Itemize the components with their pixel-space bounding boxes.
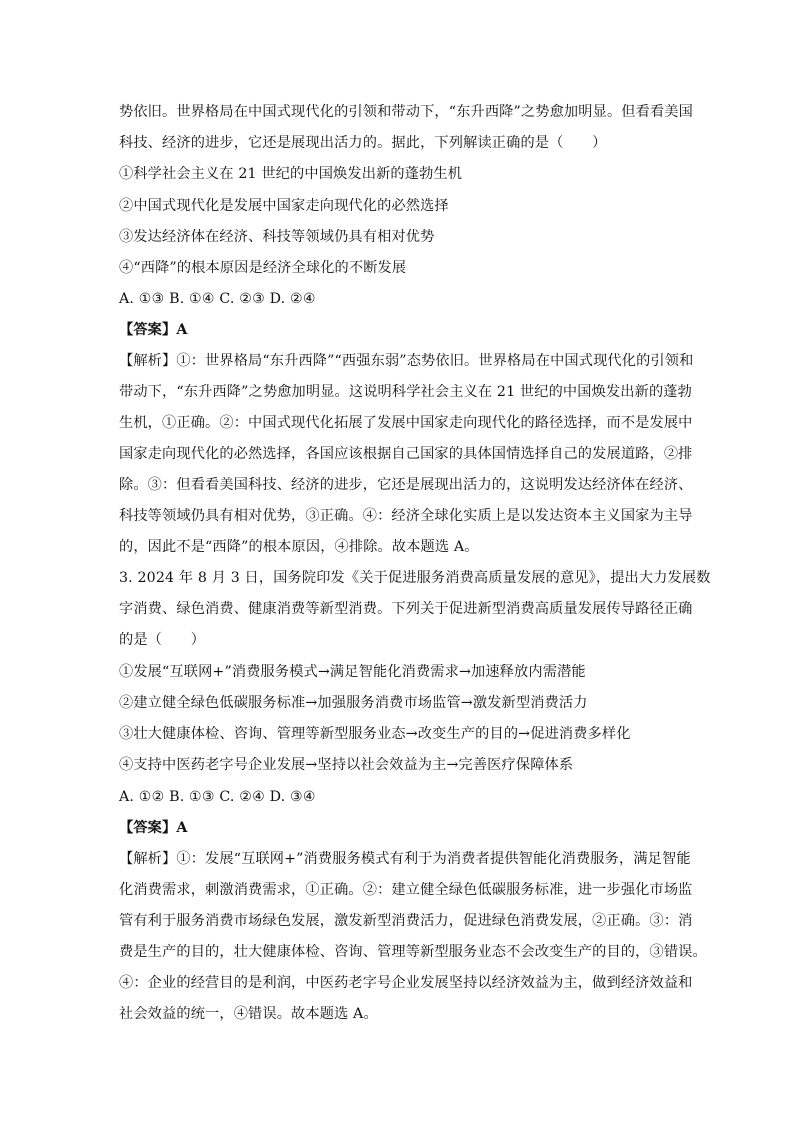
q2-analysis-line-3: 生机，①正确。②：中国式现代化拓展了发展中国家走向现代化的路径选择，而不是发展中 bbox=[119, 415, 693, 431]
q3-option-3: ③壮大健康体检、咨询、管理等新型服务业态→改变生产的目的→促进消费多样化 bbox=[119, 726, 631, 742]
q2-analysis-line-1: 【解析】①：世界格局“东升西降”“西强东弱”态势依旧。世界格局在中国式现代化的引领和 bbox=[119, 353, 694, 369]
q3-analysis-line-2: 化消费需求，刺激消费需求，①正确。②：建立健全绿色低碳服务标准，进一步强化市场监 bbox=[119, 882, 693, 898]
q2-analysis-line-2: 带动下，“东升西降”之势愈加明显。这说明科学社会主义在 21 世纪的中国焕发出新的蓬勃 bbox=[119, 384, 692, 400]
q2-option-3: ③发达经济体在经济、科技等领域仍具有相对优势 bbox=[119, 229, 435, 245]
q3-stem-line-3: 的是（ ） bbox=[119, 632, 206, 648]
q3-stem-line-1: 3. 2024 年 8 月 3 日，国务院印发《关于促进服务消费高质量发展的意见》，提出大力发展数 bbox=[119, 570, 711, 586]
q3-option-2: ②建立健全绿色低碳服务标准→加强服务消费市场监管→激发新型消费活力 bbox=[119, 695, 588, 711]
q3-analysis-line-3: 管有利于服务消费市场绿色发展，激发新型消费活力，促进绿色消费发展，②正确。③：消 bbox=[119, 913, 693, 929]
q3-answer: 【答案】A bbox=[119, 820, 188, 836]
q2-option-1: ①科学社会主义在 21 世纪的中国焕发出新的蓬勃生机 bbox=[119, 166, 463, 182]
q2-answer: 【答案】A bbox=[119, 322, 188, 338]
q3-analysis-line-6: 社会效益的统一，④错误。故本题选 A。 bbox=[119, 1006, 378, 1022]
q2-choices: A. ①③ B. ①④ C. ②③ D. ②④ bbox=[119, 291, 316, 307]
q2-option-2: ②中国式现代化是发展中国家走向现代化的必然选择 bbox=[119, 198, 449, 214]
q2-analysis-line-5: 除。③：但看看美国科技、经济的进步，它还是展现出活力的，这说明发达经济体在经济、 bbox=[119, 477, 693, 493]
q2-stem-line-2: 科技、经济的进步，它还是展现出活力的。据此，下列解读正确的是（ ） bbox=[119, 135, 607, 151]
q3-choices: A. ①② B. ①③ C. ②④ D. ③④ bbox=[119, 789, 316, 805]
q2-analysis-line-7: 的，因此不是“西降”的根本原因，④排除。故本题选 A。 bbox=[119, 539, 479, 555]
q2-analysis-line-6: 科技等领域仍具有相对优势，③正确。④：经济全球化实质上是以发达资本主义国家为主导 bbox=[119, 508, 693, 524]
q3-analysis-line-1: 【解析】①：发展“互联网+”消费服务模式有利于为消费者提供智能化消费服务，满足智能 bbox=[119, 851, 691, 867]
q2-analysis-line-4: 国家走向现代化的必然选择，各国应该根据自己国家的具体国情选择自己的发展道路，②排 bbox=[119, 446, 693, 462]
q3-analysis-line-4: 费是生产的目的，壮大健康体检、咨询、管理等新型服务业态不会改变生产的目的，③错误。 bbox=[119, 944, 707, 960]
q3-analysis-line-5: ④：企业的经营目的是利润，中医药老字号企业发展坚持以经济效益为主，做到经济效益和 bbox=[119, 975, 693, 991]
q2-stem-line-1: 势依旧。世界格局在中国式现代化的引领和带动下，“东升西降”之势愈加明显。但看看美国 bbox=[119, 104, 693, 120]
q3-option-4: ④支持中医药老字号企业发展→坚持以社会效益为主→完善医疗保障体系 bbox=[119, 757, 574, 773]
q3-stem-line-2: 字消费、绿色消费、健康消费等新型消费。下列关于促进新型消费高质量发展传导路径正确 bbox=[119, 601, 693, 617]
q3-option-1: ①发展“互联网+”消费服务模式→满足智能化消费需求→加速释放内需潜能 bbox=[119, 664, 586, 680]
q2-option-4: ④“西降”的根本原因是经济全球化的不断发展 bbox=[119, 260, 407, 276]
